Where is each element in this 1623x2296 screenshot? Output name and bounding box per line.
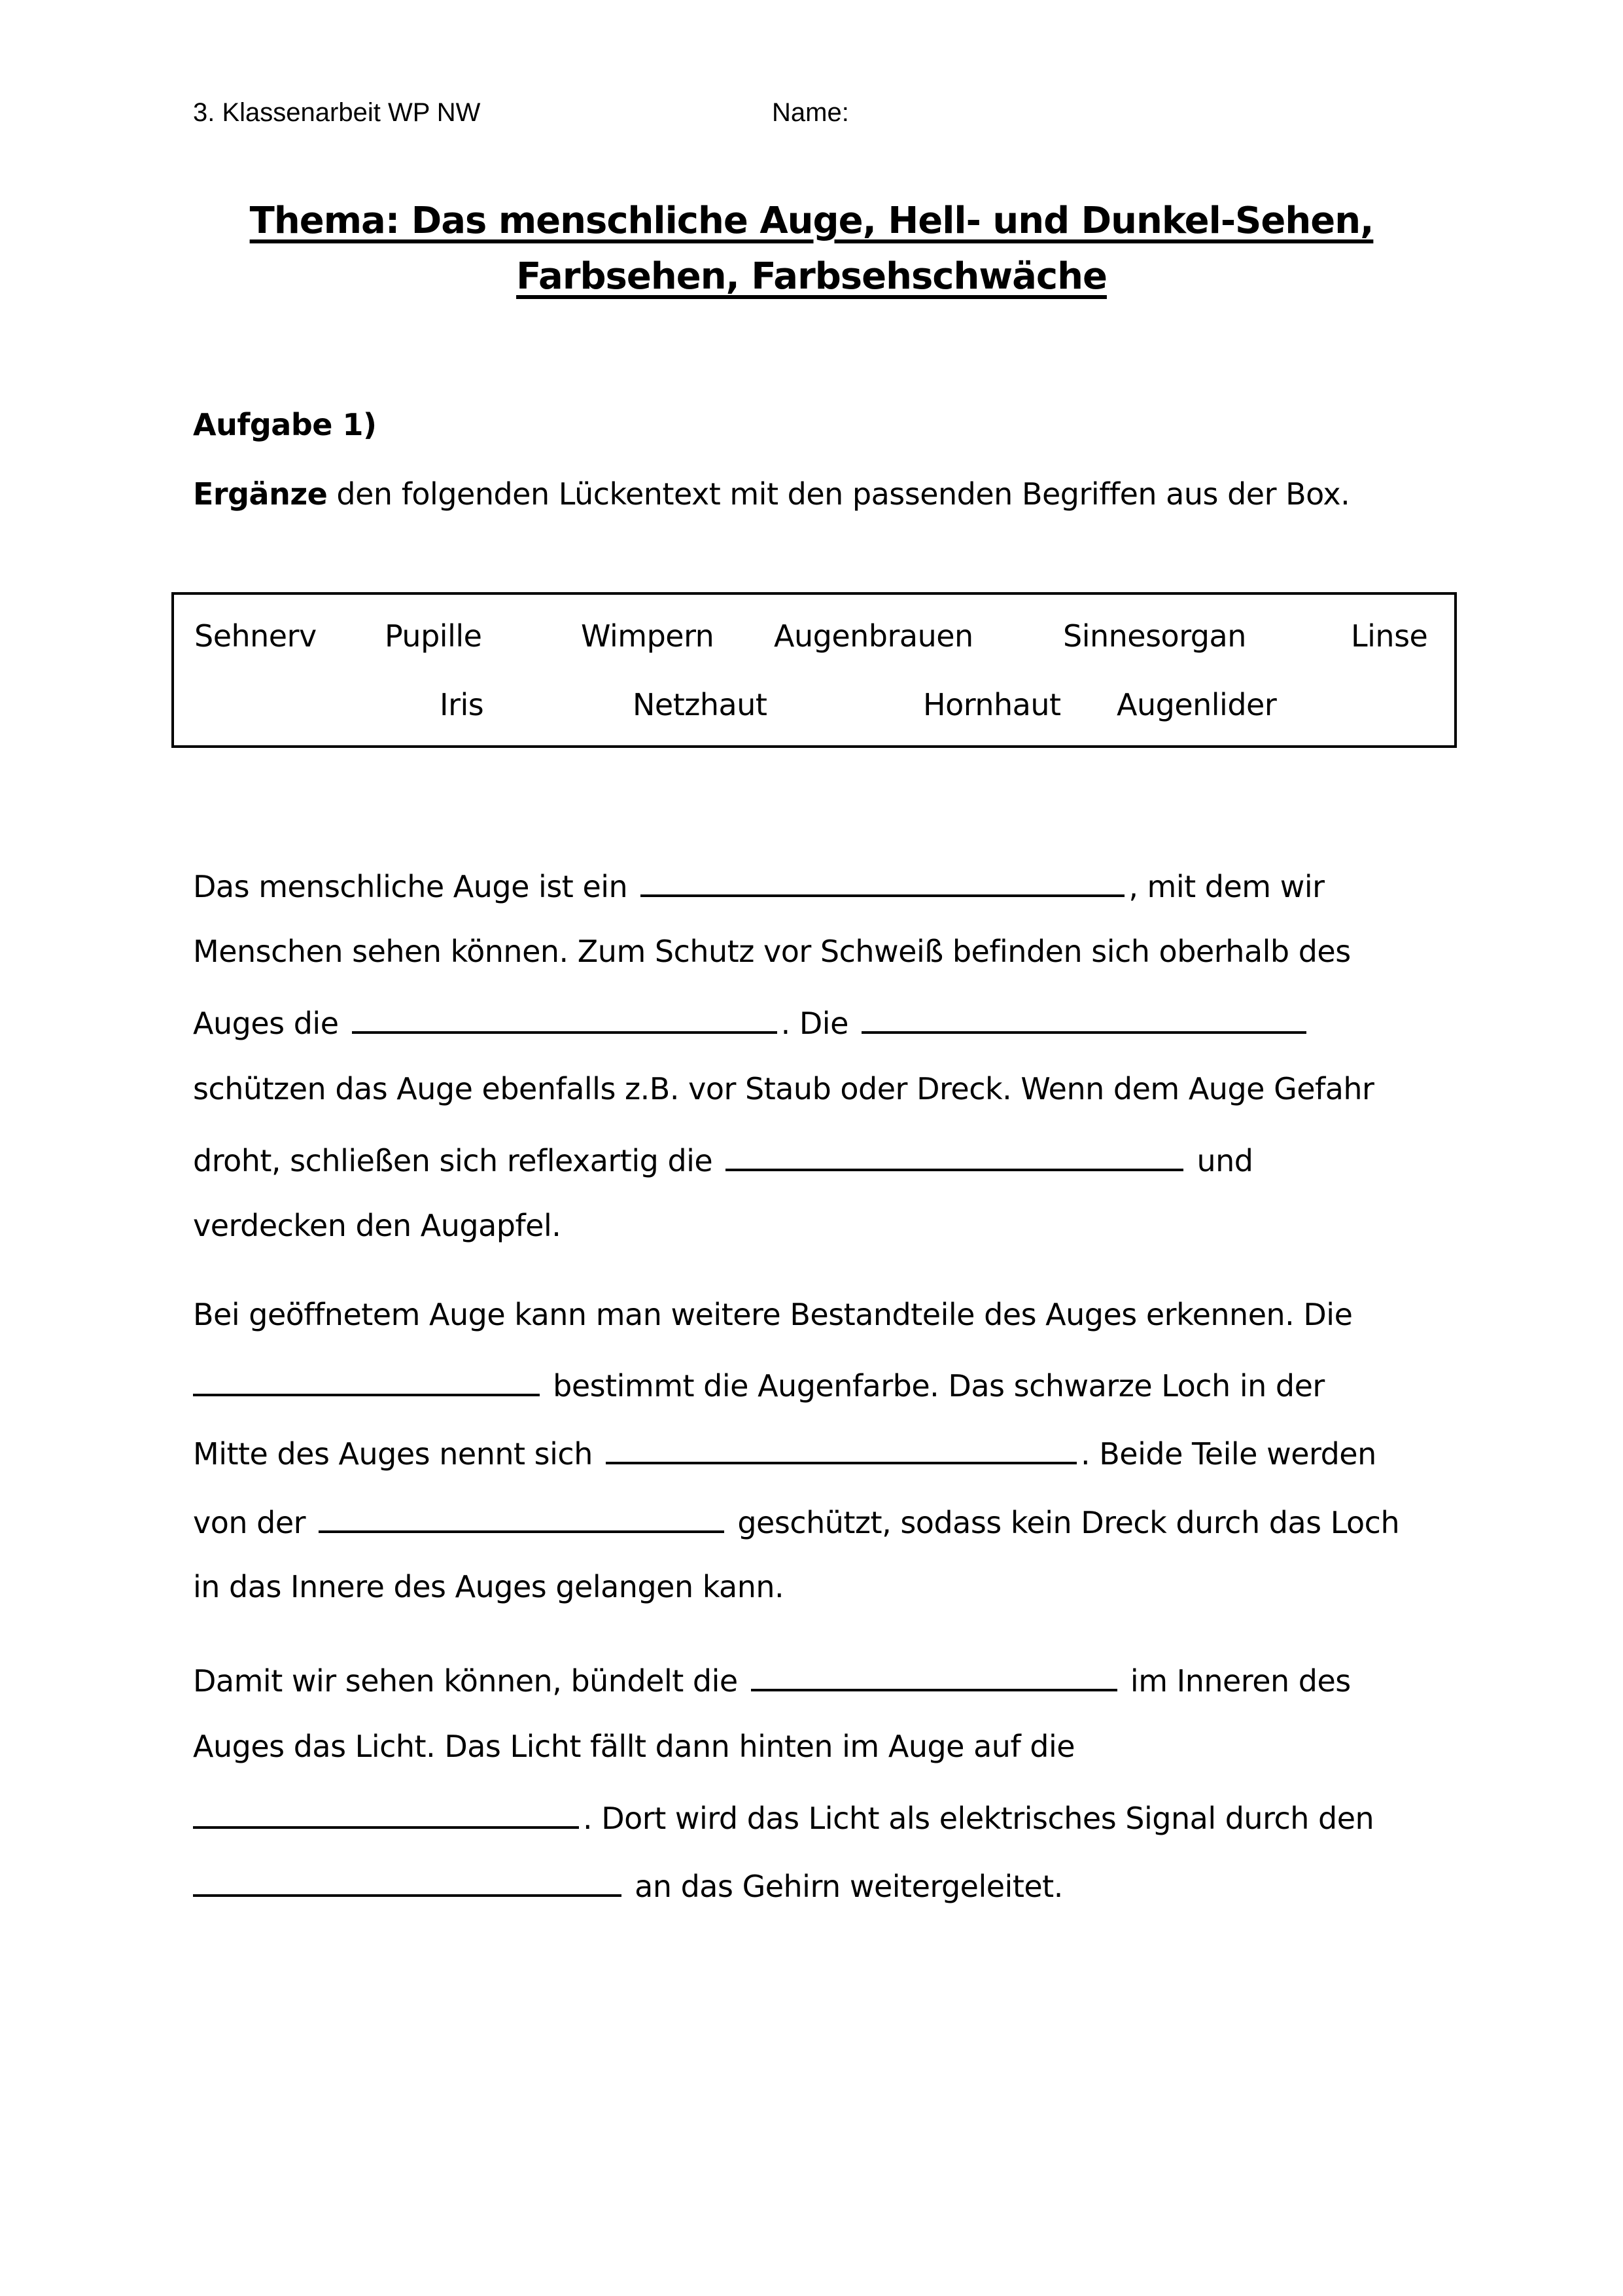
text: bestimmt die Augenfarbe. Das schwarze Loch in der: [553, 1368, 1325, 1404]
blank-input-8[interactable]: [751, 1660, 1117, 1691]
cloze-p2-line3: [193, 1433, 1376, 1472]
text: und: [1196, 1143, 1253, 1178]
cloze-p3-line3: [193, 1797, 1374, 1836]
text: im Inneren des: [1130, 1663, 1351, 1699]
text: Auges die: [193, 1006, 339, 1041]
blank-input-7[interactable]: [319, 1502, 724, 1533]
cloze-p2-line4: [193, 1502, 1399, 1540]
cloze-p2-line1: Bei geöffnetem Auge kann man weitere Bestandteile des Auges erkennen. Die: [193, 1297, 1353, 1332]
word-sehnerv: Sehnerv: [194, 618, 317, 654]
task-heading: Aufgabe 1): [193, 407, 377, 442]
word-netzhaut: Netzhaut: [633, 687, 767, 722]
cloze-p1-line4: schützen das Auge ebenfalls z.B. vor Staub oder Dreck. Wenn dem Auge Gefahr: [193, 1071, 1374, 1106]
word-iris: Iris: [440, 687, 484, 722]
text: Mitte des Auges nennt sich: [193, 1436, 593, 1472]
text: Das menschliche Auge ist ein: [193, 869, 628, 904]
blank-input-10[interactable]: [193, 1865, 621, 1897]
title-text-1: Thema: Das menschliche Auge, Hell- und Dunkel-Sehen,: [249, 200, 1374, 242]
title-text-2: Farbsehen, Farbsehschwäche: [516, 255, 1107, 298]
text: , mit dem wir: [1128, 869, 1325, 904]
cloze-p3-line2: Auges das Licht. Das Licht fällt dann hinten im Auge auf die: [193, 1729, 1075, 1764]
name-label: Name:: [772, 98, 849, 127]
cloze-p2-line2: [193, 1365, 1325, 1404]
text: an das Gehirn weitergeleitet.: [635, 1869, 1063, 1904]
page-title-line1: [0, 200, 1623, 242]
instruction-verb: Ergänze: [193, 476, 328, 512]
blank-input-1[interactable]: [640, 866, 1125, 897]
word-augenbrauen: Augenbrauen: [774, 618, 973, 654]
word-augenlider: Augenlider: [1117, 687, 1277, 722]
blank-input-3[interactable]: [862, 1002, 1306, 1034]
cloze-p3-line4: [193, 1865, 1063, 1904]
word-box: [171, 592, 1457, 748]
cloze-p1-line5: [193, 1140, 1253, 1178]
text: . Die: [780, 1006, 848, 1041]
blank-input-4[interactable]: [725, 1140, 1183, 1171]
cloze-p1-line6: verdecken den Augapfel.: [193, 1208, 561, 1243]
cloze-p3-line1: [193, 1660, 1351, 1699]
instruction-text: den folgenden Lückentext mit den passenden Begriffen aus der Box.: [327, 476, 1350, 512]
cloze-p1-line3: [193, 1002, 1310, 1041]
cloze-p1-line2: Menschen sehen können. Zum Schutz vor Schweiß befinden sich oberhalb des: [193, 934, 1351, 969]
word-wimpern: Wimpern: [581, 618, 714, 654]
text: Damit wir sehen können, bündelt die: [193, 1663, 738, 1699]
page-title-line2: [0, 255, 1623, 298]
cloze-p2-line5: in das Innere des Auges gelangen kann.: [193, 1569, 784, 1604]
task-instruction: [193, 476, 1350, 512]
text: droht, schließen sich reflexartig die: [193, 1143, 713, 1178]
blank-input-6[interactable]: [606, 1433, 1077, 1464]
exam-label: 3. Klassenarbeit WP NW: [193, 98, 481, 127]
blank-input-9[interactable]: [193, 1797, 579, 1829]
cloze-p1-line1: [193, 866, 1325, 904]
text: . Beide Teile werden: [1081, 1436, 1376, 1472]
text: . Dort wird das Licht als elektrisches Signal durch den: [583, 1801, 1374, 1836]
text: von der: [193, 1505, 306, 1540]
text: geschützt, sodass kein Dreck durch das Loch: [737, 1505, 1400, 1540]
blank-input-5[interactable]: [193, 1365, 540, 1396]
word-pupille: Pupille: [385, 618, 482, 654]
word-linse: Linse: [1351, 618, 1428, 654]
word-hornhaut: Hornhaut: [923, 687, 1061, 722]
word-sinnesorgan: Sinnesorgan: [1063, 618, 1246, 654]
blank-input-2[interactable]: [352, 1002, 777, 1034]
